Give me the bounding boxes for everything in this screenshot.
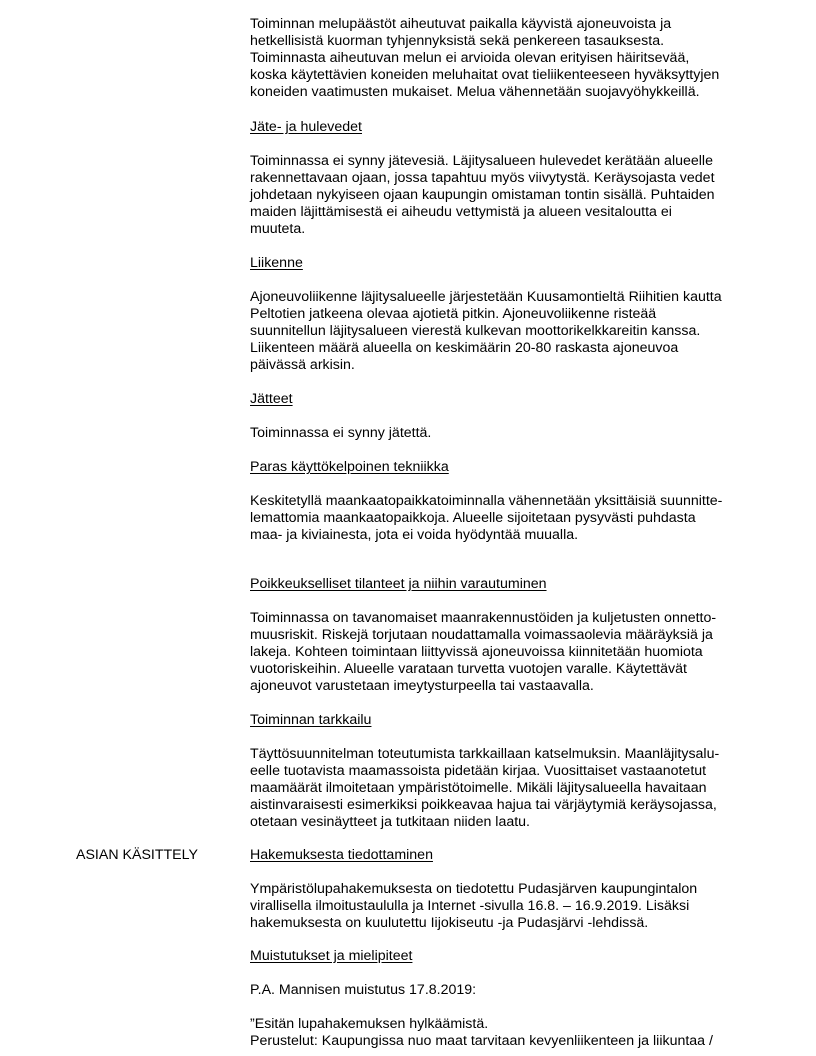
section-paragraph-toiminnan-tarkkailu xyxy=(250,746,760,831)
paragraph-line: Keskitetyllä maankaatopaikkatoiminnalla vähennetään yksittäisiä suunnitte- xyxy=(250,493,723,509)
section-paragraph-poikkeukselliset-tilanteet xyxy=(250,610,760,695)
paragraph-line: muuteta. xyxy=(250,221,306,237)
paragraph-line: Liikenteen määrä alueella on keskimäärin 20-80 raskasta ajoneuvoa xyxy=(250,340,679,356)
paragraph-line: Toiminnan melupäästöt aiheutuvat paikalla käyvistä ajoneuvoista ja xyxy=(250,16,672,32)
paragraph-line: Peltotien jatkeena olevaa ajotietä pitkin. Ajoneuvoliikenne risteää xyxy=(250,306,657,322)
intro-paragraph xyxy=(250,16,760,101)
section-paragraph-jate-ja-hulevedet xyxy=(250,153,760,238)
paragraph-line: lemattomia maankaatopaikkoja. Alueelle sijoitetaan pysyvästi puhdasta xyxy=(250,510,696,526)
paragraph-line: P.A. Mannisen muistutus 17.8.2019: xyxy=(250,982,477,998)
paragraph-line: ”Esitän lupahakemuksen hylkäämistä. xyxy=(250,1016,489,1032)
paragraph-line: Ympäristölupahakemuksesta on tiedotettu Pudasjärven kaupungintalon xyxy=(250,881,698,897)
paragraph-line: Toiminnassa on tavanomaiset maanrakennustöiden ja kuljetusten onnetto- xyxy=(250,610,717,626)
section-heading-hakemuksesta-tiedottaminen: Hakemuksesta tiedottaminen xyxy=(250,847,433,863)
paragraph-line: maiden läjittämisestä ei aiheudu vettymistä ja alueen vesitaloutta ei xyxy=(250,204,672,220)
paragraph-line: rakennettavaan ojaan, jossa tapahtuu myös viivytystä. Keräysojasta vedet xyxy=(250,170,715,186)
section-paragraph-jatteet xyxy=(250,425,760,442)
paragraph-line: päivässä arkisin. xyxy=(250,357,355,373)
section-heading-jate-ja-hulevedet: Jäte- ja hulevedet xyxy=(250,119,362,135)
paragraph-line: Toiminnasta aiheutuvan melun ei arvioida olevan erityisen häiritsevää, xyxy=(250,50,690,66)
paragraph-line: aistinvaraisesti esimerkiksi poikkeavaa hajua tai värjäytymiä keräysojassa, xyxy=(250,797,717,813)
side-label-asian-kasittely: ASIAN KÄSITTELY xyxy=(76,847,198,863)
paragraph-line: eelle tuotavista maamassoista pidetään kirjaa. Vuosittaiset vastaanotetut xyxy=(250,763,707,779)
section-heading-toiminnan-tarkkailu: Toiminnan tarkkailu xyxy=(250,712,372,728)
paragraph-line: suunnitellun läjitysalueen vierestä kulkevan moottorikelkkareitin kanssa. xyxy=(250,323,701,339)
section-paragraph-liikenne xyxy=(250,289,760,374)
paragraph-line: maa- ja kiviainesta, jota ei voida hyödyntää muualla. xyxy=(250,527,579,543)
section-paragraph-hakemuksesta-tiedottaminen xyxy=(250,881,760,932)
paragraph-line: ajoneuvot varustetaan imeytysturpeella tai vastaavalla. xyxy=(250,678,594,694)
paragraph-line: Toiminnassa ei synny jätettä. xyxy=(250,425,432,441)
paragraph-line: maamäärät ilmoitetaan ympäristötoimelle. Mikäli läjitysalueella havaitaan xyxy=(250,780,707,796)
section-heading-poikkeukselliset-tilanteet: Poikkeukselliset tilanteet ja niihin varautuminen xyxy=(250,576,547,592)
paragraph-line: koneiden vaatimusten mukaiset. Melua vähennetään suojavyöhykkeillä. xyxy=(250,84,700,100)
paragraph-line: johdetaan nykyiseen ojaan kaupungin omistaman tontin sisällä. Puhtaiden xyxy=(250,187,715,203)
paragraph-line: koska käytettävien koneiden meluhaitat ovat tieliikenteeseen hyväksyttyjen xyxy=(250,67,720,83)
section-paragraph-muistutukset xyxy=(250,982,760,999)
section-heading-muistutukset-ja-mielipiteet: Muistutukset ja mielipiteet xyxy=(250,948,413,964)
paragraph-line: muusriskit. Riskejä torjutaan noudattamalla voimassaolevia määräyksiä ja xyxy=(250,627,713,643)
paragraph-line: hetkellisistä kuorman tyhjennyksistä sekä penkereen tasauksesta. xyxy=(250,33,665,49)
paragraph-line: virallisella ilmoitustaululla ja Internet -sivulla 16.8. – 16.9.2019. Lisäksi xyxy=(250,898,690,914)
paragraph-line: lakeja. Kohteen toimintaan liittyvissä ajoneuvoissa kiinnitetään huomiota xyxy=(250,644,703,660)
quote-paragraph xyxy=(250,1016,760,1050)
paragraph-line: hakemuksesta on kuulutettu Iijokiseutu -ja Pudasjärvi -lehdissä. xyxy=(250,915,649,931)
section-heading-paras-tekniikka: Paras käyttökelpoinen tekniikka xyxy=(250,459,449,475)
section-heading-liikenne: Liikenne xyxy=(250,255,303,271)
paragraph-line: Perustelut: Kaupungissa nuo maat tarvitaan kevyenliikenteen ja liikuntaa / xyxy=(250,1033,713,1049)
section-paragraph-paras-tekniikka xyxy=(250,493,760,544)
paragraph-line: otetaan vesinäytteet ja tutkitaan niiden laatu. xyxy=(250,814,531,830)
paragraph-line: Ajoneuvoliikenne läjitysalueelle järjestetään Kuusamontieltä Riihitien kautta xyxy=(250,289,722,305)
paragraph-line: Täyttösuunnitelman toteutumista tarkkaillaan katselmuksin. Maanläjitysalu- xyxy=(250,746,720,762)
paragraph-line: Toiminnassa ei synny jätevesiä. Läjitysalueen hulevedet kerätään alueelle xyxy=(250,153,713,169)
section-heading-jatteet: Jätteet xyxy=(250,391,293,407)
paragraph-line: vuotoriskeihin. Alueelle varataan turvetta vuotojen varalle. Käytettävät xyxy=(250,661,687,677)
